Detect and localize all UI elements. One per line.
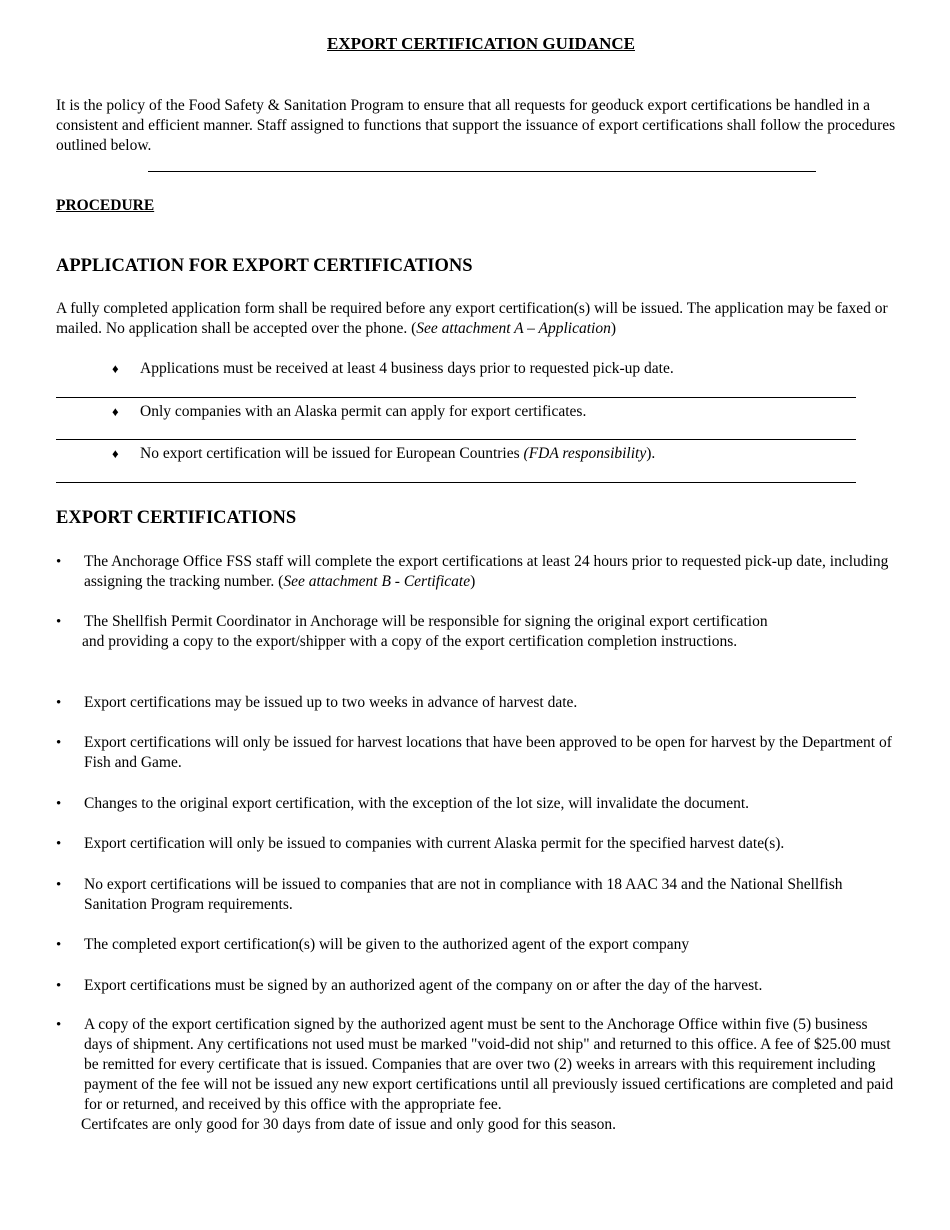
export-bullet-text: No export certifications will be issued to companies that are not in compliance with 18 AAC 34 and the National Shellfish Sanitation Program requirements. bbox=[84, 876, 843, 913]
diamond-bullet-icon: ♦ bbox=[112, 446, 119, 461]
divider-line bbox=[56, 482, 856, 483]
bullet-dot-icon: • bbox=[56, 978, 62, 994]
diamond-bullet-icon: ♦ bbox=[112, 361, 119, 376]
export-bullet-text: Export certifications will only be issued for harvest locations that have been approved to be open for harvest by the Department of Fish and Game. bbox=[84, 734, 892, 771]
export-bullet-text: Export certifications may be issued up to two weeks in advance of harvest date. bbox=[84, 694, 578, 711]
diamond-bullet-icon: ♦ bbox=[112, 404, 119, 419]
export-bullet-text: A copy of the export certification signed by the authorized agent must be sent to the Anchorage Office within five (5) business days of shipment. Any certifications not used must be marked "void-did not ship" and returned to this office. A fee of $25.00 must be remitted for every certificate that is issued. Companies that are over two (2) weeks in arrears with this requirement including payment of the fee will not be issued any new export certifications until all previously issued certifications are completed and paid for or returned, and received by this office with the appropriate fee. Certifcates are only good for 30 days from date of issue and only good for this season. bbox=[81, 1016, 894, 1133]
export-bullet-text: The Anchorage Office FSS staff will complete the export certifications at least 24 hours prior to requested pick-up date, including assigning the tracking number. (See attachment B - Certificate) bbox=[84, 553, 889, 590]
bullet-dot-icon: • bbox=[56, 937, 62, 953]
divider-line bbox=[148, 171, 816, 172]
bullet-dot-icon: • bbox=[56, 695, 62, 711]
procedure-heading: PROCEDURE bbox=[56, 197, 155, 214]
export-bullet-text: Export certifications must be signed by an authorized agent of the company on or after the day of the harvest. bbox=[84, 977, 763, 994]
bullet-dot-icon: • bbox=[56, 614, 62, 630]
page-title: EXPORT CERTIFICATION GUIDANCE bbox=[327, 34, 635, 53]
bullet-dot-icon: • bbox=[56, 1017, 62, 1033]
bullet-dot-icon: • bbox=[56, 554, 62, 570]
export-bullet-text: The completed export certification(s) will be given to the authorized agent of the export company bbox=[84, 936, 690, 953]
application-paragraph: A fully completed application form shall be required before any export certification(s) will be issued. The application may be faxed or mailed. No application shall be accepted over the phone. (See attachment A – Application) bbox=[56, 300, 888, 337]
bullet-dot-icon: • bbox=[56, 836, 62, 852]
export-bullet-text: Export certification will only be issued to companies with current Alaska permit for the specified harvest date(s). bbox=[84, 835, 785, 852]
application-bullet-text: Applications must be received at least 4 business days prior to requested pick-up date. bbox=[140, 360, 674, 377]
bullet-dot-icon: • bbox=[56, 877, 62, 893]
bullet-dot-icon: • bbox=[56, 735, 62, 751]
export-bullet-text: The Shellfish Permit Coordinator in Anchorage will be responsible for signing the original export certification and providing a copy to the export/shipper with a copy of the export certification completion instructions. bbox=[82, 613, 768, 650]
application-heading: APPLICATION FOR EXPORT CERTIFICATIONS bbox=[56, 256, 473, 276]
application-bullet-text: No export certification will be issued for European Countries (FDA responsibility). bbox=[140, 445, 656, 462]
application-bullet-text: Only companies with an Alaska permit can apply for export certificates. bbox=[140, 403, 587, 420]
intro-paragraph: It is the policy of the Food Safety & Sanitation Program to ensure that all requests for geoduck export certifications be handled in a consistent and efficient manner. Staff assigned to functions that support the issuance of export certifications shall follow the procedures outlined below. bbox=[56, 97, 896, 154]
divider-line bbox=[56, 397, 856, 398]
divider-line bbox=[56, 439, 856, 440]
export-bullet-text: Changes to the original export certification, with the exception of the lot size, will invalidate the document. bbox=[84, 795, 750, 812]
bullet-dot-icon: • bbox=[56, 796, 62, 812]
export-heading: EXPORT CERTIFICATIONS bbox=[56, 508, 297, 528]
